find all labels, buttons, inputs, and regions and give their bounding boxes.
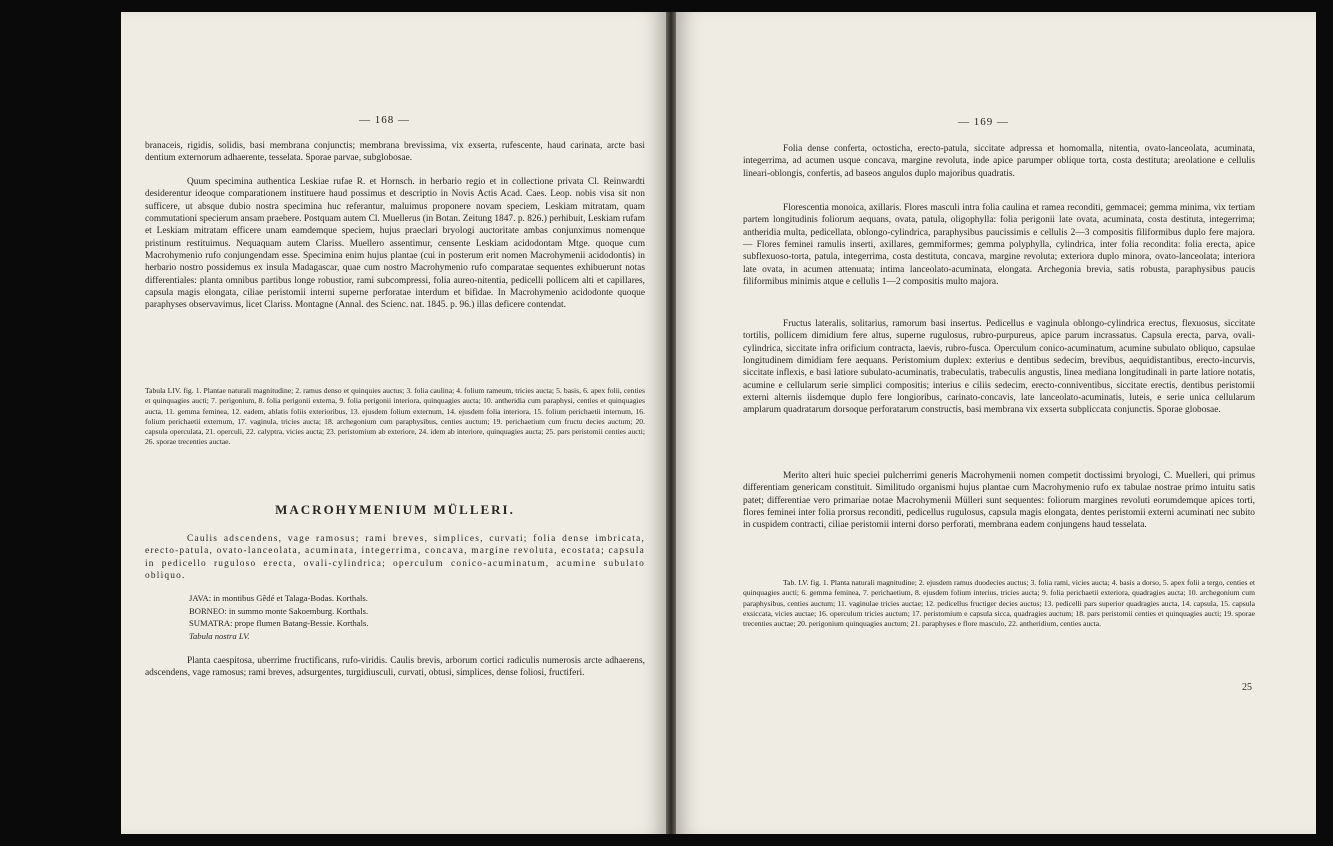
paragraph-merito: Merito alteri huic speciei pulcherrimi generis Macrohymenii nomen competit doctissimi bryologi, C. Muelleri, qui primus differentiam genericam constituit. Similitudo organismi hujus plantae cum Macrohymenio rufo ex tabulae nostrae primo intuitu satis patet; differentiae vero primariae notae Macrohymenii Mülleri sunt sequentes: foliorum margines revoluti eorumdemque apices torti, flores feminei inter folia prorsus reconditi, pedicellus rugulosus, capsula magis elongata, dentes peristomii externi acuminati nec subito in cuspidem contracti, ciliae peristomii interni dorso perforati, membrana eadem conjungens haud tesselata. — [743, 471, 1255, 531]
plate-caption-liv: Tabula LIV. fig. 1. Plantae naturali magnitudine; 2. ramus denso et quinquies auctus; 3. folia caulina; 4. folium rameum, tricies aucta; 5. basis, 6. apex folii, centies et quinquagies aucti; 7. perigonium, 8. folia perigonii externa, 9. folia perigonii interiora, quinquagies aucta; 10. antheridia cum paraphysi, centies et quinquagies aucta, 11. gemma feminea, 12. eadem, ablatis foliis exterioribus, 13. ejusdem folium externum, 14. ejusdem folia interiora, 15. folium perichaetii internum, 16. folium perichaetii externum, 17. vaginula, tricies aucta; 18. archegonium cum paraphysibus, centies auctum; 19. perichaetium cum fructu decies auctum; 20. capsula operculata, 21. operculi, 22. calyptra, vicies aucta; 23. peristomium ab exteriore, 24. idem ab interiore, quinquagies aucta; 25. pars peristomii centies aucti; 26. sporae trecenties auctae. — [145, 386, 645, 447]
tabula-reference: Tabula nostra LV. — [189, 630, 250, 641]
page-number: — 168 — — [359, 114, 410, 126]
species-heading: MACROHYMENIUM MÜLLERI. — [275, 502, 515, 517]
locality-sumatra: SUMATRA: prope flumen Batang-Bessie. Korthals. — [189, 618, 369, 628]
page-number: — 169 — — [958, 116, 1009, 128]
left-page — [121, 12, 666, 834]
paragraph-continuation: branaceis, rigidis, solidis, basi membrana conjunctis; membrana brevissima, vix exserta, rufescente, haud carinata, arcte basi dentium externorum adhaerente, tesselata. Sporae parvae, subglobosae. — [145, 141, 645, 164]
paragraph-florescentia: Florescentia monoica, axillaris. Flores masculi intra folia caulina et ramea reconditi, gemmacei; gemma minima, vix tertiam partem longitudinis foliorum aequans, ovata, patula, oligophylla: folia perigonii late ovata, acuminata, costa destituta, integerrima; antheridia multa, pedicellata, oblongo-cylindrica, paraphysibus paucissimis e cellulis 2—3 compositis filiformibus duplo fere majora. — Flores feminei ramulis inserti, axillares, gemmiformes; gemma polyphylla, cylindrica, inter folia recondita: folia erecta, apice subflexuoso-torta, patula, integerrima, costa destituta, concava, margine revoluta; exteriora duplo minora, ovato-lanceolata; interiora late ovata, in acumen attenuata; intima lanceolato-acuminata, elongata. Archegonia brevia, satis robusta, paraphysibus paucis filiformibus minimis atque e cellulis 1—2 compositis multo majora. — [743, 203, 1255, 288]
localities-list — [189, 592, 369, 642]
paragraph-leskia-discussion: Quum specimina authentica Leskiae rufae R. et Hornsch. in herbario regio et in collectione privata Cl. Reinwardti desiderentur ideoque comparationem instituere haud possimus et descriptio in Novis Actis Acad. Caes. Leop. nobis visa sit non sufficere, ut absque dubio nostra specimina huc referantur, maluimus proponere novam speciem, Leskiam mitratam, quam commutationi specierum ansam praebere. Postquam autem Cl. Muellerus (in Botan. Zeitung 1847. p. 826.) perhibuit, Leskiam rufam et Leskiam mitratam efficere unam eamdemque speciem, hujus praeclari bryologi auctoritate ambas conjunximus nomenque pristinum restituimus. Nequaquam autem Clariss. Muellero assentimur, censente Leskiam acidodontam Mtge. quoque cum Macrohymenio rufo conjungendam esse. Specimina enim hujus plantae (cui in posterum erit nomen Macrohymenii acidodontis) in herbario nostro possidemus ex insula Madagascar, quae cum nostro Macrohymenio rufo comparatae sequentes exhibuerunt notas differentiales: planta omnibus partibus longe robustior, rami subcompressi, folia aureo-nitentia, pedicelli pollicem alti et capillares, capsula magis elongata, ciliae peristomii interni superne perforatae interdum et bifidae. In Macrohymenio acidodonte quoque paraphyses observavimus, licet Clariss. Montagne (Annal. des Scienc. nat. 1845. p. 96.) illas deficere contendat. — [145, 177, 645, 311]
locality-java: JAVA: in montibus Gêdé et Talaga-Bodas. Korthals. — [189, 593, 368, 603]
right-page — [676, 12, 1316, 834]
paragraph-fructus: Fructus lateralis, solitarius, ramorum basi insertus. Pedicellus e vaginula oblongo-cylindrica erectus, flexuosus, siccitate tortilis, pollicem dimidium fere altus, superne rugulosus, rubro-purpureus, apice parum incrassatus. Capsula erecta, parva, ovali-cylindrica, siccitate infra orificium contracta, laevis, rubro-fusca. Operculum conico-acuminatum, acumine subulato obliquo, capsulae longitudinem dimidiam fere aequans. Peristomium duplex: exterius e dentibus sedecim, brevibus, aequidistantibus, erecto-incurvis, siccitate inflexis, e basi latiore subulato-acuminatis, trabeculatis, trabeculis angustis, linea mediana longitudinali in parte latiore notatis, acumine e cellularum serie simplici compositis; interius e ciliis sedecim, erecto-conniventibus, siccitate erectis, dentibus peristomii externi alternis iisdemque duplo fere longioribus, carinato-concavis, late lanceolato-acuminatis, luteis, e serie unica cellularum amplarum quadratarum dorsoque perforatarum constructis, basi membrana vix exserta subpliccata conjunctis. Sporae globosae. — [743, 319, 1255, 416]
book-gutter — [666, 12, 676, 834]
paragraph-folia: Folia dense conferta, octosticha, erecto-patula, siccitate adpressa et homomalla, nitentia, ovato-lanceolata, acuminata, integerrima, ad acumen usque concava, margine revoluta, inde apice parumper oblique torta, costa destituta; areolatione e cellulis lineari-oblongis, confertis, ad baseos angulos duplo majoribus quadratis. — [743, 144, 1255, 179]
locality-borneo: BORNEO: in summo monte Sakoemburg. Korthals. — [189, 605, 369, 616]
paragraph-planta: Planta caespitosa, uberrime fructificans, rufo-viridis. Caulis brevis, arborum cortici radiculis numerosis arcte adhaerens, adscendens, vage ramosus; rami breves, adsurgentes, turgidiusculi, curvati, obtusi, simplices, dense foliosi, fructiferi. — [145, 656, 645, 679]
species-diagnosis: Caulis adscendens, vage ramosus; rami breves, simplices, curvati; folia dense imbricata, erecto-patula, ovato-lanceolata, acuminata, integerrima, concava, margine revoluta, ecostata; capsula in pedicello ruguloso erecta, ovali-cylindrica; operculum conico-acuminatum, acumine subulato obliquo. — [145, 534, 645, 582]
folio-number: 25 — [1242, 682, 1252, 693]
plate-caption-lv: Tab. LV. fig. 1. Planta naturali magnitudine; 2. ejusdem ramus duodecies auctus; 3. folia rami, vicies aucta; 4. basis a dorso, 5. apex folii a tergo, centies et quinquagies aucti; 6. gemma feminea, 7. perichaetium, 8. ejusdem folium interius, tricies aucta; 9. folia perichaetii exteriora, quadragies aucta; 10. archegonium cum paraphysibus, centies auctum; 11. vaginulae tricies auctae; 12. pedicellus fructiger decies auctus; 13. pedicelli pars superior quadragies aucta, 14. capsula, 15. capsula exsiccata, vicies auctae; 16. operculum tricies auctum; 17. peristomium e capsula sicca, quadragies auctum; 18. pars peristomii centies et quinquagies aucti; 19. sporae trecenties auctae; 20. perigonium quinquagies auctum; 21. paraphyses e flore masculo, 22. antheridium, centies aucta. — [743, 578, 1255, 629]
